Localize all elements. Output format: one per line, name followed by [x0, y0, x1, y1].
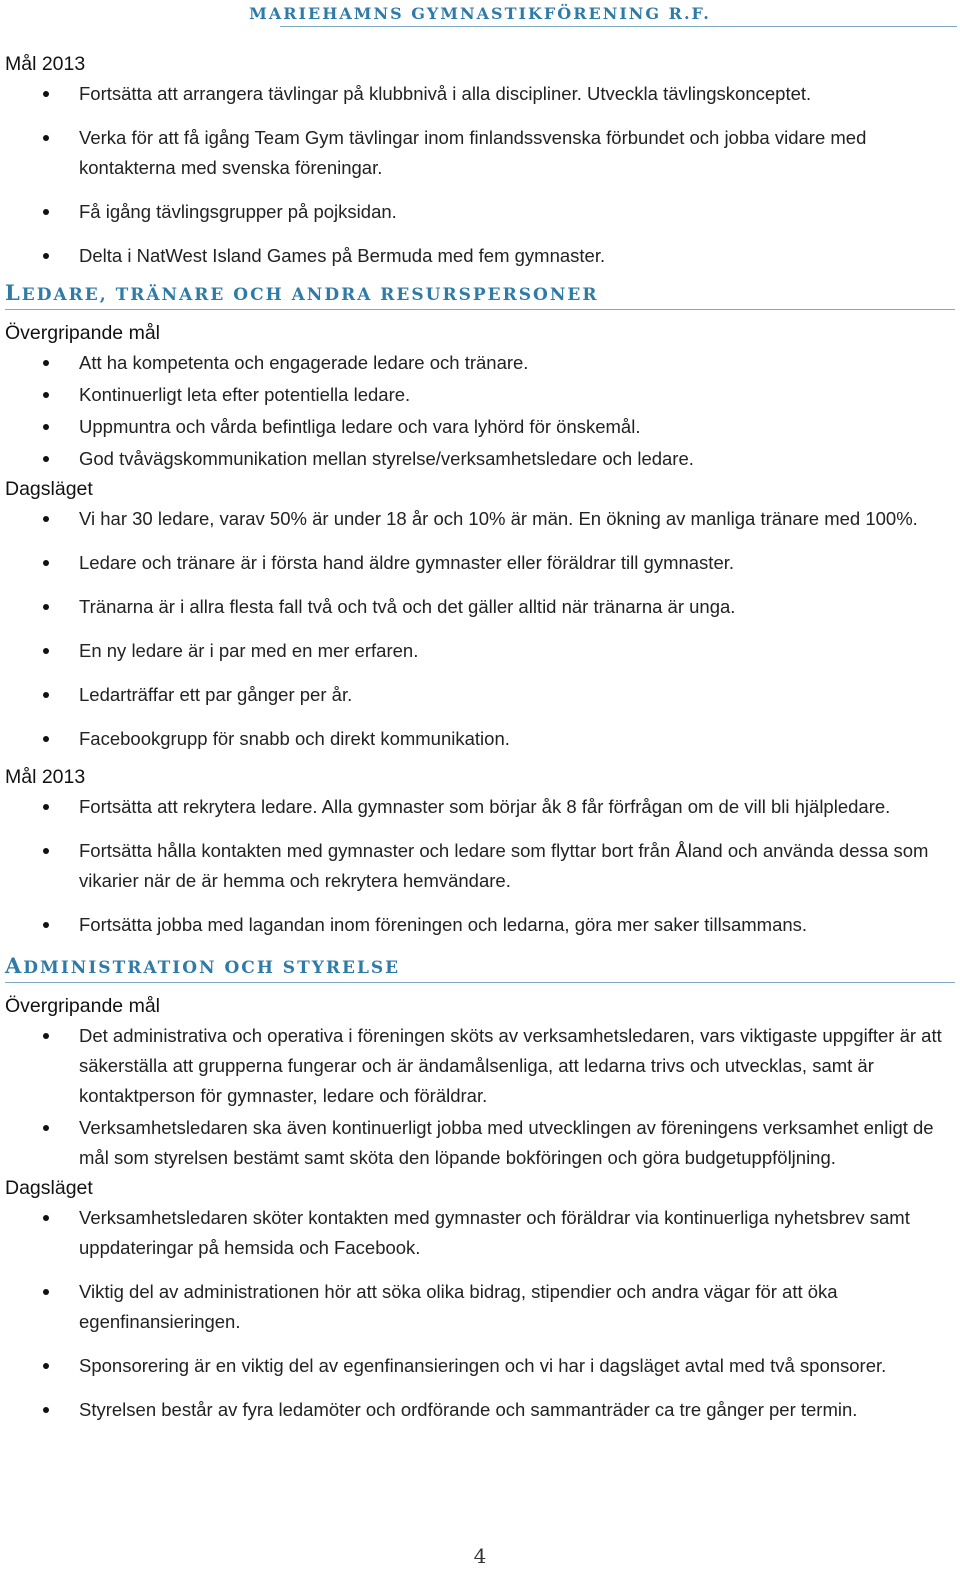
goals-2013-list	[5, 792, 955, 940]
running-header: MARIEHAMNS GYMNASTIKFÖRENING R.F.	[249, 4, 711, 23]
goals-2013-list	[5, 79, 955, 271]
list-item: Vi har 30 ledare, varav 50% är under 18 år och 10% är män. En ökning av manliga tränare med 100%.	[5, 504, 955, 534]
section-heading-initial: L	[5, 280, 22, 305]
list-item: God tvåvägskommunikation mellan styrelse/verksamhetsledare och ledare.	[5, 444, 955, 474]
list-item: En ny ledare är i par med en mer erfaren.	[5, 636, 955, 666]
overall-goals-list	[5, 348, 955, 474]
list-item: Att ha kompetenta och engagerade ledare och tränare.	[5, 348, 955, 378]
document-body	[5, 49, 955, 1439]
list-item: Fortsätta att rekrytera ledare. Alla gymnaster som börjar åk 8 får förfrågan om de vill bli hjälpledare.	[5, 792, 955, 822]
list-item: Delta i NatWest Island Games på Bermuda med fem gymnaster.	[5, 241, 955, 271]
overall-goals-heading: Övergripande mål	[5, 995, 160, 1017]
section-heading-text: EDARE, TRÄNARE OCH ANDRA RESURSPERSONER	[21, 285, 599, 305]
list-item: Ledare och tränare är i första hand äldre gymnaster eller föräldrar till gymnaster.	[5, 548, 955, 578]
section-heading-administration	[5, 952, 955, 983]
list-item: Få igång tävlingsgrupper på pojksidan.	[5, 197, 955, 227]
list-item: Det administrativa och operativa i föreningen sköts av verksamhetsledaren, vars viktigaste uppgifter är att säkerställa att grupperna fungerar och är ändamålsenliga, att ledarna trivs och utvecklas, samt är kontaktperson för gymnaster, ledare och föräldrar.	[5, 1021, 955, 1111]
list-item: Ledarträffar ett par gånger per år.	[5, 680, 955, 710]
list-item: Kontinuerligt leta efter potentiella ledare.	[5, 380, 955, 410]
current-status-heading: Dagsläget	[5, 1177, 93, 1199]
overall-goals-list	[5, 1021, 955, 1173]
list-item: Verksamhetsledaren ska även kontinuerligt jobba med utvecklingen av föreningens verksamhet enligt de mål som styrelsen bestämt samt sköta den löpande bokföringen och göra budgetuppföljning.	[5, 1113, 955, 1173]
list-item: Styrelsen består av fyra ledamöter och ordförande och sammanträder ca tre gånger per termin.	[5, 1395, 955, 1425]
header-rule	[280, 26, 957, 27]
goals-2013-heading: Mål 2013	[5, 53, 86, 75]
section-heading-leaders	[5, 279, 955, 310]
list-item: Tränarna är i allra flesta fall två och två och det gäller alltid när tränarna är unga.	[5, 592, 955, 622]
list-item: Viktig del av administrationen hör att söka olika bidrag, stipendier och andra vägar för att öka egenfinansieringen.	[5, 1277, 955, 1337]
list-item: Facebookgrupp för snabb och direkt kommunikation.	[5, 724, 955, 754]
page-number: 4	[473, 1544, 487, 1568]
goals-2013-heading: Mål 2013	[5, 766, 86, 788]
list-item: Verksamhetsledaren sköter kontakten med gymnaster och föräldrar via kontinuerliga nyhetsbrev samt uppdateringar på hemsida och Facebook.	[5, 1203, 955, 1263]
section-heading-initial: A	[5, 953, 24, 978]
list-item: Fortsätta hålla kontakten med gymnaster och ledare som flyttar bort från Åland och använda dessa som vikarier när de är hemma och rekrytera hemvändare.	[5, 836, 955, 896]
current-status-list	[5, 504, 955, 754]
section-heading-text: DMINISTRATION OCH STYRELSE	[23, 958, 401, 978]
overall-goals-heading: Övergripande mål	[5, 322, 160, 344]
current-status-list	[5, 1203, 955, 1425]
current-status-heading: Dagsläget	[5, 478, 93, 500]
list-item: Fortsätta att arrangera tävlingar på klubbnivå i alla discipliner. Utveckla tävlingskonceptet.	[5, 79, 955, 109]
list-item: Sponsorering är en viktig del av egenfinansieringen och vi har i dagsläget avtal med två sponsorer.	[5, 1351, 955, 1381]
list-item: Uppmuntra och vårda befintliga ledare och vara lyhörd för önskemål.	[5, 412, 955, 442]
list-item: Fortsätta jobba med lagandan inom föreningen och ledarna, göra mer saker tillsammans.	[5, 910, 955, 940]
list-item: Verka för att få igång Team Gym tävlingar inom finlandssvenska förbundet och jobba vidare med kontakterna med svenska föreningar.	[5, 123, 955, 183]
